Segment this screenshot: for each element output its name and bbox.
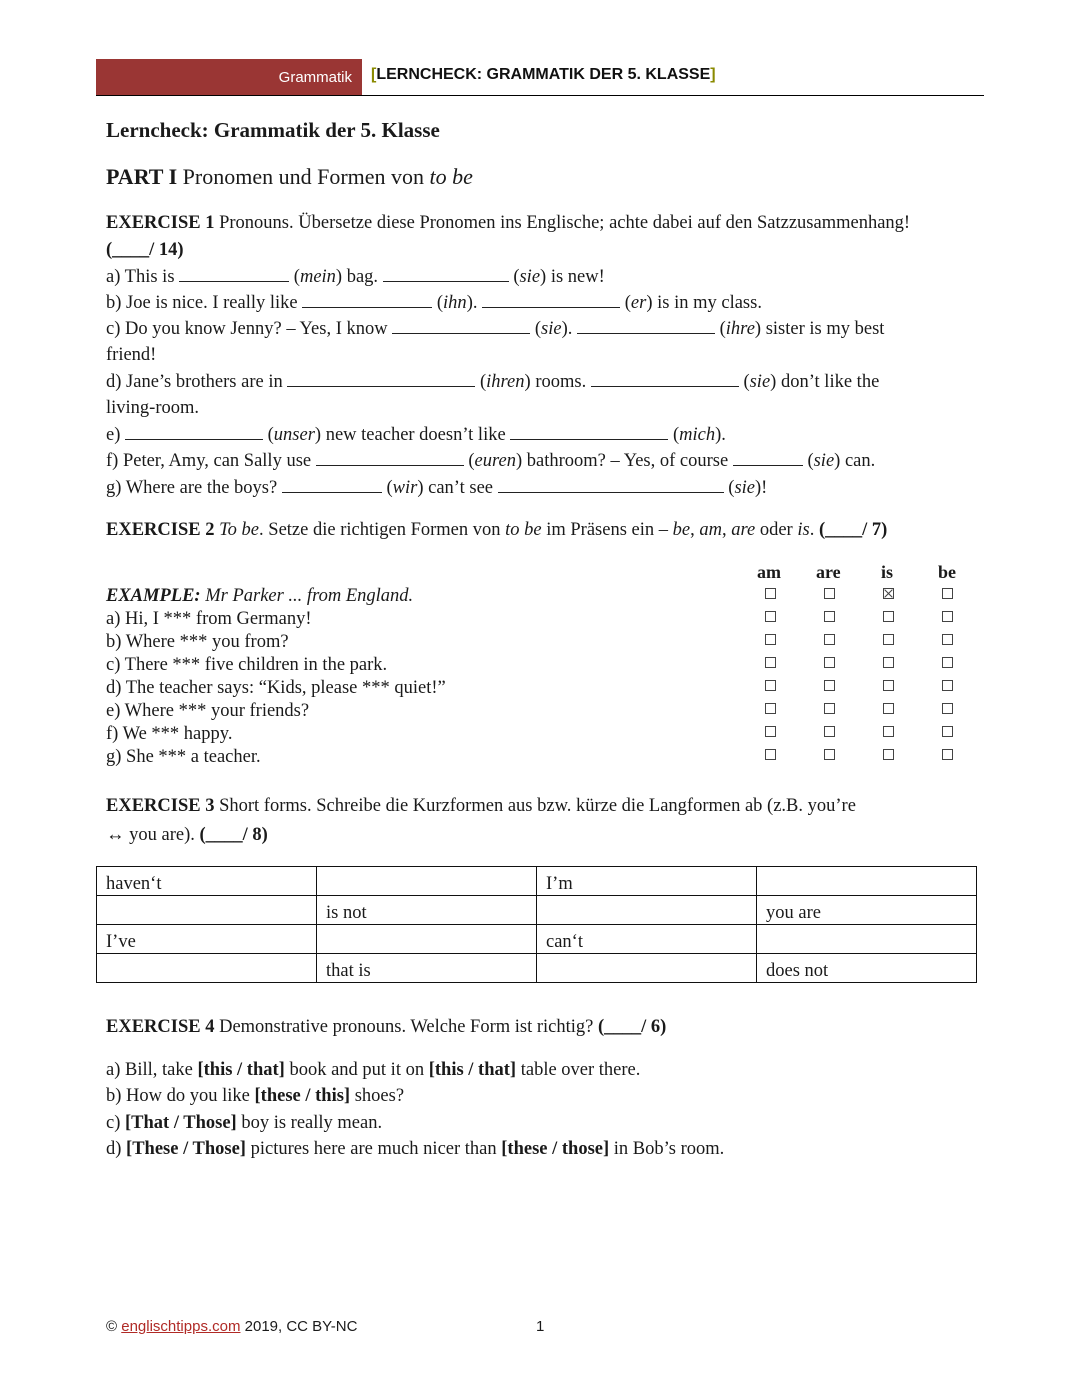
answer-blank[interactable] (577, 317, 715, 334)
checkbox-be[interactable] (942, 726, 953, 737)
header-tab-label: Grammatik (278, 68, 352, 86)
text: . (809, 520, 819, 540)
table-cell[interactable] (537, 896, 757, 925)
text: , (690, 520, 700, 540)
part-heading (106, 164, 473, 190)
col-am: am (757, 562, 781, 582)
checkbox-be[interactable] (942, 680, 953, 691)
text: , (721, 520, 732, 540)
text: boy is really mean. (236, 1113, 383, 1133)
answer-blank[interactable] (383, 265, 509, 282)
text: c) (106, 1113, 125, 1133)
answer-blank[interactable] (733, 449, 803, 466)
text: table over there. (516, 1060, 641, 1080)
text: a) Bill, take (106, 1060, 198, 1080)
hint: ihre (725, 319, 755, 339)
checkbox-is[interactable] (883, 634, 894, 645)
checkbox-are[interactable] (824, 726, 835, 737)
table-cell[interactable] (97, 896, 317, 925)
table-row (97, 954, 977, 983)
example-text: Mr Parker ... from England. (200, 586, 414, 606)
table-cell[interactable]: that is (317, 954, 537, 983)
text: im Präsens ein – (541, 520, 673, 540)
copyright-sign: © (106, 1318, 122, 1335)
checkbox-am[interactable] (765, 680, 776, 691)
ex3-label: EXERCISE 3 (106, 796, 215, 816)
part-text-italic: to be (429, 164, 473, 189)
ex3-score: (____/ 8) (199, 825, 268, 845)
text: can’t see (423, 478, 498, 498)
header-title (371, 66, 716, 84)
checkbox-be[interactable] (942, 634, 953, 645)
text: new teacher doesn’t like (321, 425, 511, 445)
text: b) How do you like (106, 1086, 255, 1106)
text: book and put it on (284, 1060, 429, 1080)
col-is: is (881, 562, 894, 582)
checkbox-is[interactable] (883, 588, 894, 599)
checkbox-is[interactable] (883, 611, 894, 622)
ex2-item-d: d) The teacher says: “Kids, please *** quiet!” (106, 678, 446, 698)
header-title-text: LERNCHECK: GRAMMATIK DER 5. KLASSE (376, 66, 711, 83)
ex2-score: (____/ 7) (818, 520, 888, 540)
table-cell[interactable] (317, 925, 537, 954)
text: be (672, 520, 691, 540)
choice[interactable]: [These / Those] (126, 1139, 246, 1159)
checkbox-be[interactable] (942, 657, 953, 668)
answer-blank[interactable] (498, 476, 724, 493)
ex2-item-f: f) We *** happy. (106, 724, 233, 744)
checkbox-are[interactable] (824, 749, 835, 760)
choice[interactable]: [this / that] (428, 1060, 517, 1080)
checkbox-are[interactable] (824, 611, 835, 622)
text: are (731, 520, 756, 540)
ex1-item-c-cont: friend! (106, 345, 157, 365)
ex3-heading (106, 793, 856, 819)
checkbox-be[interactable] (942, 749, 953, 760)
table-cell[interactable] (97, 954, 317, 983)
checkbox-be[interactable] (942, 703, 953, 714)
ex1-heading (106, 210, 910, 236)
text: pictures here are much nicer than (245, 1139, 502, 1159)
header-bracket-close: ] (710, 66, 716, 83)
hint: mein (299, 267, 336, 287)
answer-blank[interactable] (125, 423, 263, 440)
table-cell[interactable]: you are (757, 896, 977, 925)
text: shoes? (350, 1086, 405, 1106)
text: ). (466, 293, 483, 313)
checkbox-is[interactable] (883, 680, 894, 691)
hint: sie (541, 319, 562, 339)
text: rooms. (530, 372, 591, 392)
text: f) Peter, Amy, can Sally use (106, 451, 316, 471)
text: can. (840, 451, 876, 471)
checkbox-are[interactable] (824, 634, 835, 645)
footer-text: 2019, CC BY-NC (240, 1318, 358, 1335)
text: bathroom? – Yes, of course (522, 451, 733, 471)
table-cell[interactable] (757, 925, 977, 954)
answer-blank[interactable] (179, 265, 289, 282)
text: ). (715, 425, 726, 445)
text: a) This is (106, 267, 180, 287)
hint: ihren (486, 372, 525, 392)
checkbox-am[interactable] (765, 588, 776, 599)
text: to be (505, 520, 542, 540)
answer-blank[interactable] (316, 449, 464, 466)
checkbox-is[interactable] (883, 749, 894, 760)
hint: er (630, 293, 647, 313)
ex4-item-b (106, 1083, 404, 1109)
checkbox-am[interactable] (765, 749, 776, 760)
table-cell[interactable]: I’m (537, 867, 757, 896)
text: d) Jane’s brothers are in (106, 372, 288, 392)
table-cell[interactable]: does not (757, 954, 977, 983)
ex1-item-d: d) Jane’s brothers are in (ihren) rooms. (sie) don’t like the (106, 372, 880, 392)
checkbox-am[interactable] (765, 726, 776, 737)
ex2-label: EXERCISE 2 (106, 520, 215, 540)
short-forms-table (96, 866, 977, 983)
answer-blank[interactable] (287, 370, 475, 387)
ex2-item-g: g) She *** a teacher. (106, 747, 261, 767)
ex1-item-f: f) Peter, Amy, can Sally use (euren) bathroom? – Yes, of course (sie) can. (106, 451, 876, 471)
checkbox-are[interactable] (824, 703, 835, 714)
ex3-instruction: Short forms. Schreibe die Kurzformen aus bzw. kürze die Langformen ab (z.B. you’re (214, 796, 856, 816)
checkbox-am[interactable] (765, 703, 776, 714)
table-row (97, 896, 977, 925)
text: g) Where are the boys? (106, 478, 282, 498)
choice[interactable]: [these / those] (501, 1139, 610, 1159)
text: ). (561, 319, 577, 339)
ex4-item-d (106, 1136, 724, 1162)
header-rule (96, 95, 984, 96)
ex3-heading-cont (106, 822, 268, 848)
hint: ihn (443, 293, 467, 313)
col-are: are (816, 562, 841, 582)
ex2-title: To be (219, 520, 260, 540)
checkbox-be[interactable] (942, 588, 953, 599)
text: in Bob’s room. (609, 1139, 725, 1159)
checkbox-be[interactable] (942, 611, 953, 622)
hint: euren (474, 451, 516, 471)
checkbox-is[interactable] (883, 703, 894, 714)
ex1-item-d-cont: living-room. (106, 398, 200, 418)
ex4-heading (106, 1014, 666, 1040)
checkbox-are[interactable] (824, 657, 835, 668)
ex1-item-e: e) (unser) new teacher doesn’t like (mich). (106, 425, 726, 445)
text: ! (761, 478, 768, 498)
col-be: be (938, 562, 956, 582)
text: don’t like the (776, 372, 880, 392)
checkbox-am[interactable] (765, 634, 776, 645)
text: bag. (342, 267, 383, 287)
choice[interactable]: [this / that] (197, 1060, 285, 1080)
hint: sie (734, 478, 755, 498)
ex4-instruction: Demonstrative pronouns. Welche Form ist richtig? (214, 1017, 598, 1037)
table-cell[interactable] (537, 954, 757, 983)
ex1-score: (____/ 14) (106, 240, 184, 260)
answer-blank[interactable] (510, 423, 668, 440)
choice[interactable]: [That / Those] (125, 1113, 237, 1133)
answer-blank[interactable] (282, 476, 382, 493)
text: ↔ you are). (106, 825, 200, 845)
text: b) Joe is nice. I really like (106, 293, 303, 313)
ex1-label: EXERCISE 1 (106, 213, 215, 233)
ex2-item-e: e) Where *** your friends? (106, 701, 310, 721)
table-cell[interactable]: haven‘t (97, 867, 317, 896)
footer-link[interactable]: englischtipps.com (121, 1318, 241, 1335)
ex4-label: EXERCISE 4 (106, 1017, 215, 1037)
ex4-item-c (106, 1110, 382, 1136)
answer-blank[interactable] (392, 317, 530, 334)
ex4-score: (____/ 6) (597, 1017, 667, 1037)
text: is (797, 520, 810, 540)
text: is new! (546, 267, 605, 287)
footer-copyright (106, 1318, 357, 1335)
table-row (97, 925, 977, 954)
ex2-heading (106, 517, 887, 543)
table-cell[interactable]: is not (317, 896, 537, 925)
checkbox-am[interactable] (765, 611, 776, 622)
ex4-item-a (106, 1057, 640, 1083)
ex1-item-b: b) Joe is nice. I really like (ihn). (er) is in my class. (106, 293, 762, 313)
table-cell[interactable] (757, 867, 977, 896)
answer-blank[interactable] (302, 291, 432, 308)
text: e) (106, 425, 125, 445)
table-cell[interactable] (317, 867, 537, 896)
checkbox-are[interactable] (824, 680, 835, 691)
part-text: Pronomen und Formen von (177, 164, 430, 189)
table-cell[interactable]: can‘t (537, 925, 757, 954)
text: c) Do you know Jenny? – Yes, I know (106, 319, 393, 339)
table-row (97, 867, 977, 896)
text: is in my class. (652, 293, 762, 313)
text: oder (755, 520, 798, 540)
ex1-instruction: Pronouns. Übersetze diese Pronomen ins Englische; achte dabei auf den Satzzusammenhang! (214, 213, 911, 233)
choice[interactable]: [these / this] (254, 1086, 351, 1106)
example-label: EXAMPLE: (106, 586, 201, 606)
checkbox-am[interactable] (765, 657, 776, 668)
ex1-item-g: g) Where are the boys? (wir) can’t see (sie)! (106, 478, 768, 498)
checkbox-is[interactable] (883, 657, 894, 668)
page-number: 1 (536, 1318, 545, 1335)
ex1-item-a: a) This is (mein) bag. (sie) is new! (106, 267, 605, 287)
hint: mich (679, 425, 716, 445)
header-bracket-open: [ (371, 66, 377, 83)
hint: sie (813, 451, 835, 471)
page-title: Lerncheck: Grammatik der 5. Klasse (106, 118, 440, 142)
text: sister is my best (761, 319, 885, 339)
ex1-item-c: c) Do you know Jenny? – Yes, I know (sie). (ihre) sister is my best (106, 319, 885, 339)
header-tab (96, 59, 362, 95)
answer-blank[interactable] (591, 370, 739, 387)
ex2-item-a: a) Hi, I *** from Germany! (106, 609, 312, 629)
text: . Setze die richtigen Formen von (259, 520, 506, 540)
hint: unser (273, 425, 315, 445)
hint: wir (392, 478, 418, 498)
checkbox-are[interactable] (824, 588, 835, 599)
ex2-item-c: c) There *** five children in the park. (106, 655, 388, 675)
text: am (699, 520, 722, 540)
hint: sie (749, 372, 771, 392)
part-label: PART I (106, 164, 178, 189)
text: d) (106, 1139, 127, 1159)
ex2-item-b: b) Where *** you from? (106, 632, 289, 652)
hint: sie (519, 267, 541, 287)
table-cell[interactable]: I’ve (97, 925, 317, 954)
checkbox-is[interactable] (883, 726, 894, 737)
answer-blank[interactable] (482, 291, 620, 308)
